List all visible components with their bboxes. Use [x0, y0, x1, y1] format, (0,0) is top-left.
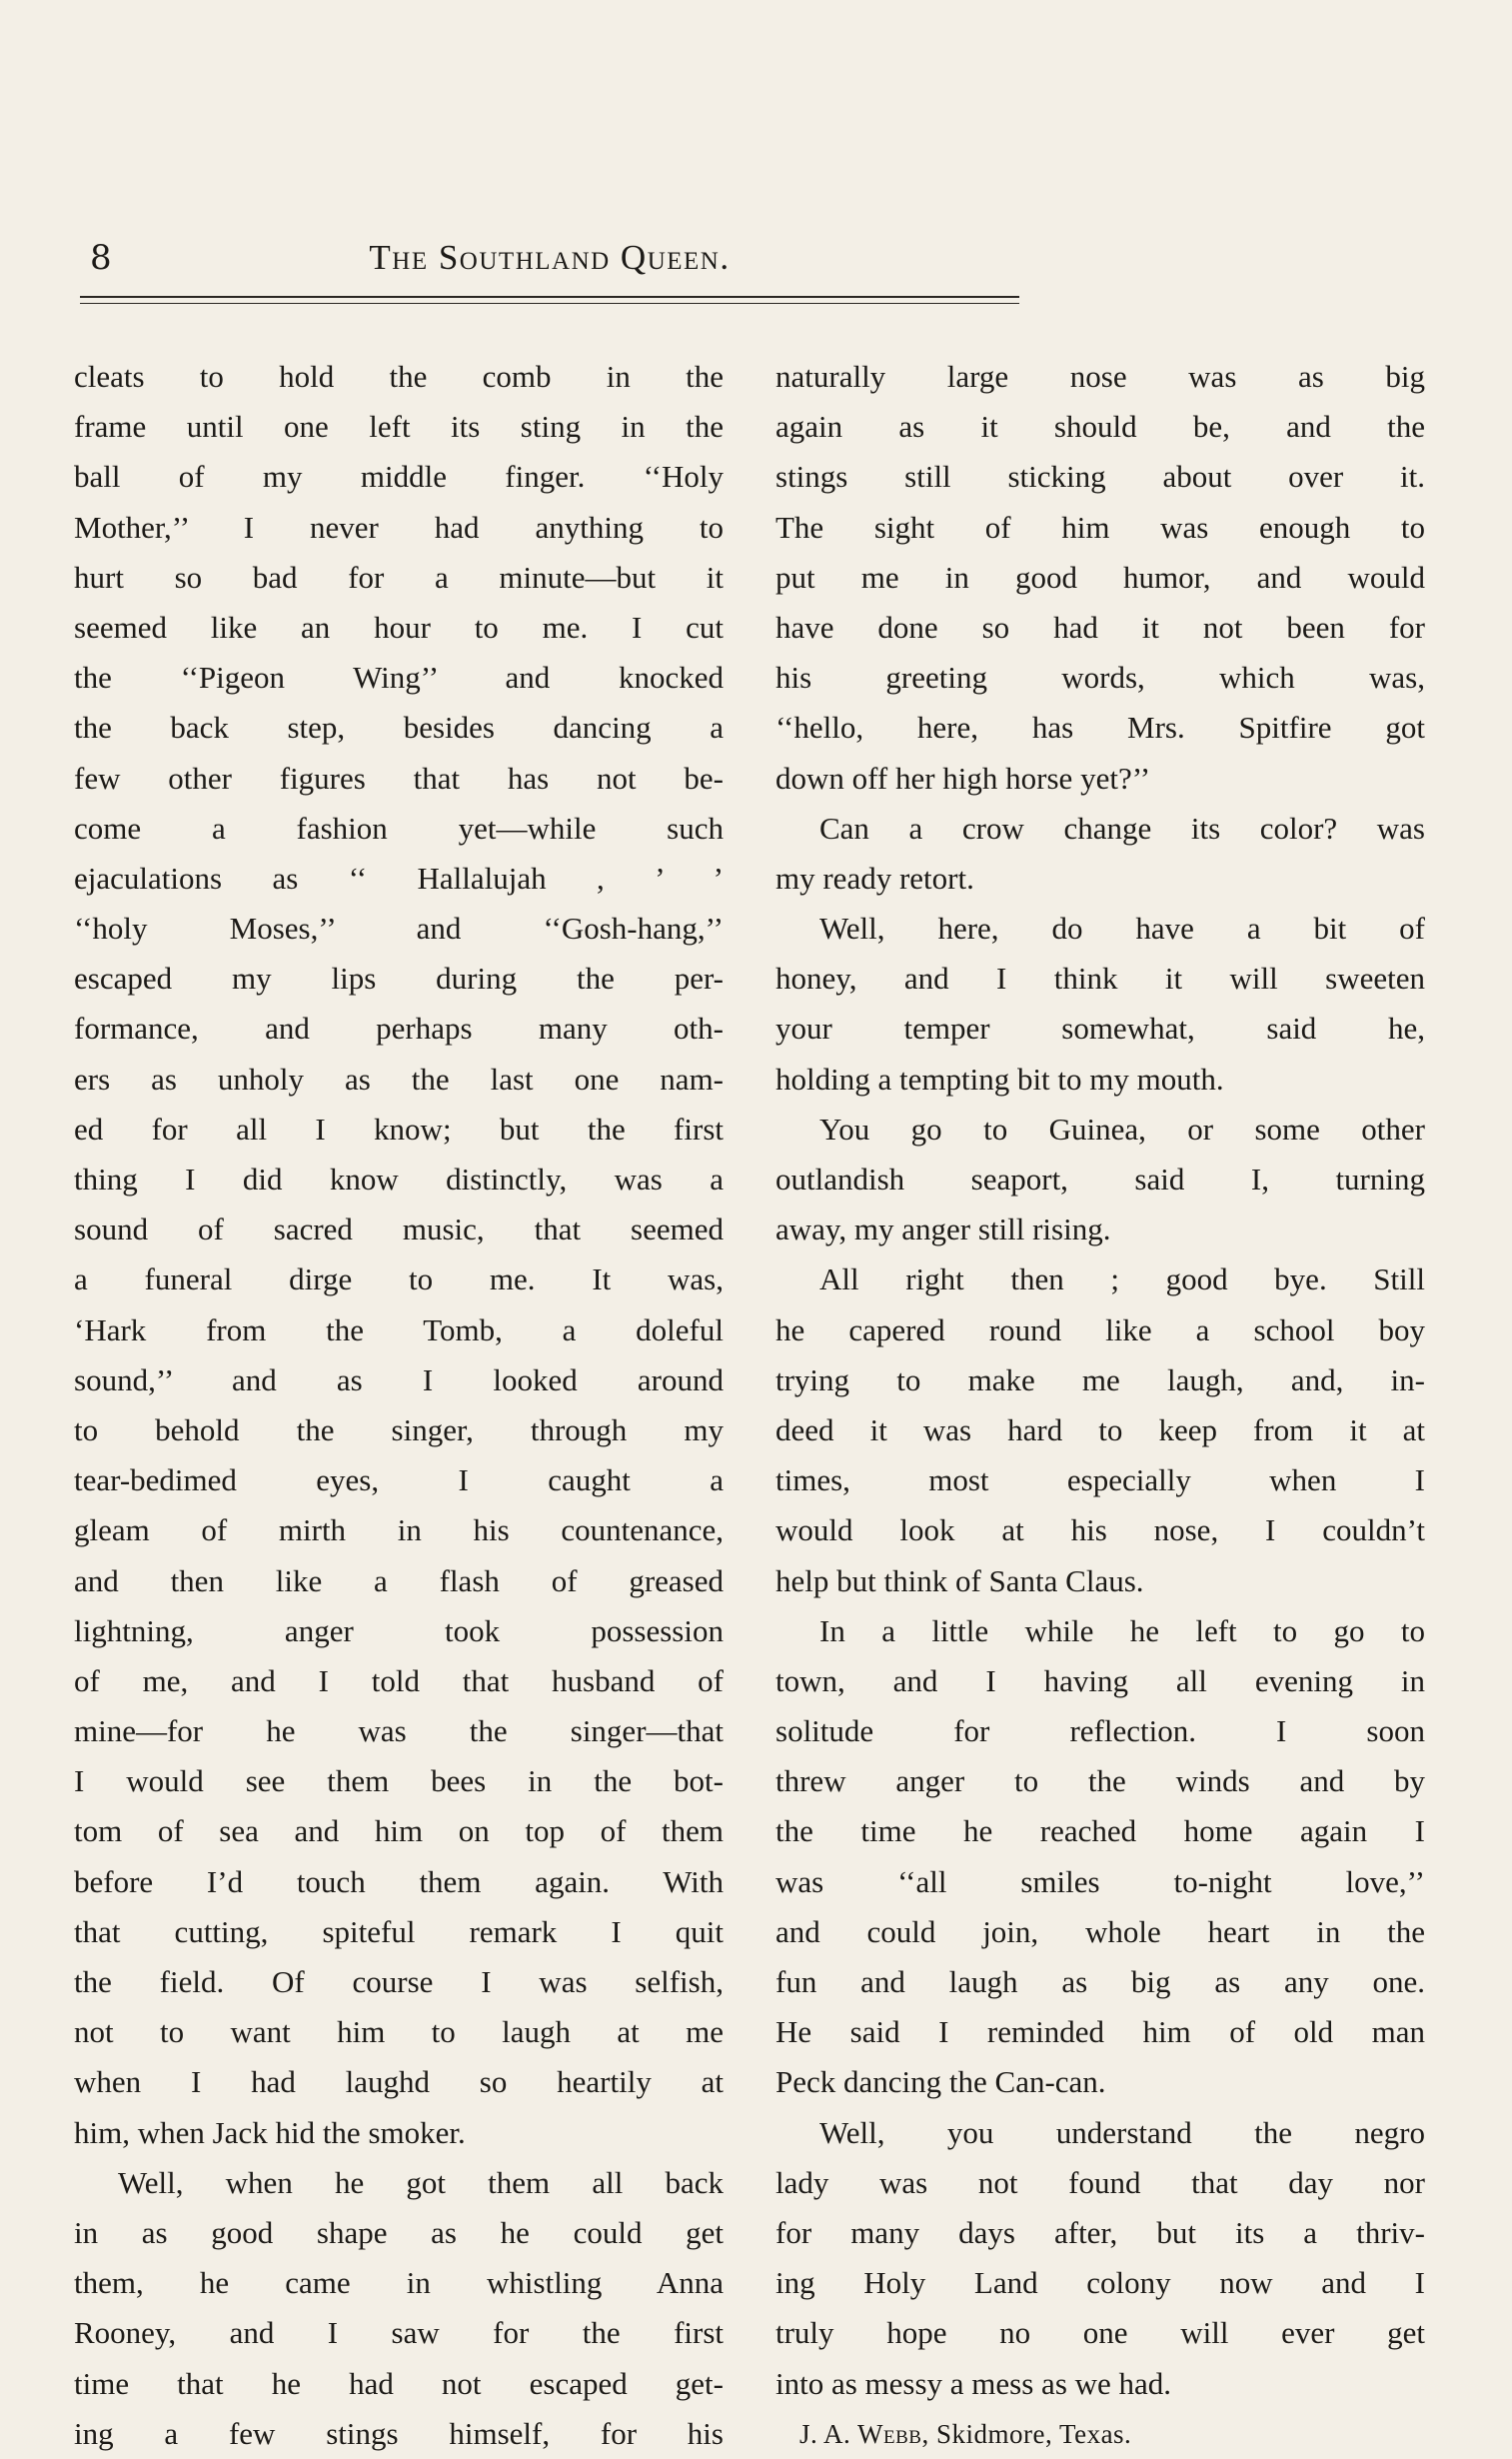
text-line: Well, here, do have a bit of	[819, 911, 1425, 947]
text-line: that cutting, spiteful remark I quit	[74, 1913, 724, 1949]
text-line: He said I reminded him of old man	[775, 2014, 1425, 2050]
text-line: your temper somewhat, said he,	[775, 1011, 1425, 1047]
text-line: again as it should be, and the	[775, 409, 1425, 445]
text-line: down off her high horse yet?’’	[775, 760, 1151, 796]
text-line: solitude for reflection. I soon	[775, 1713, 1425, 1749]
text-line: of me, and I told that husband of	[74, 1662, 724, 1698]
right-column	[775, 352, 1425, 2459]
text-line: holding a tempting bit to my mouth.	[775, 1061, 1224, 1097]
text-line: escaped my lips during the per-	[74, 961, 724, 997]
text-line: Rooney, and I saw for the first	[74, 2315, 724, 2351]
text-line: In a little while he left to go to	[819, 1612, 1425, 1648]
text-line: the ‘‘Pigeon Wing’’ and knocked	[74, 660, 724, 696]
header-rule-thick	[80, 296, 1019, 298]
text-line: for many days after, but its a thriv-	[775, 2214, 1425, 2250]
text-line: honey, and I think it will sweeten	[775, 961, 1425, 997]
text-line: have done so had it not been for	[775, 609, 1425, 645]
running-header	[80, 228, 1019, 288]
signature	[775, 2409, 1425, 2459]
text-line: I would see them bees in the bot-	[74, 1763, 724, 1799]
text-line: ed for all I know; but the first	[74, 1111, 724, 1147]
text-line: Mother,’’ I never had anything to	[74, 509, 724, 545]
text-line: and then like a flash of greased	[74, 1562, 724, 1598]
text-line: threw anger to the winds and by	[775, 1763, 1425, 1799]
text-line: gleam of mirth in his countenance,	[74, 1512, 724, 1548]
text-line: fun and laugh as big as any one.	[775, 1964, 1425, 1999]
text-line: sound,’’ and as I looked around	[74, 1361, 724, 1397]
text-line: deed it was hard to keep from it at	[775, 1411, 1425, 1447]
text-line: town, and I having all evening in	[775, 1662, 1425, 1698]
text-line: ejaculations as ‘‘ Hallalujah , ’ ’	[74, 860, 724, 896]
text-line: hurt so bad for a minute—but it	[74, 559, 724, 595]
text-line: and could join, whole heart in the	[775, 1913, 1425, 1949]
text-line: the time he reached home again I	[775, 1813, 1425, 1849]
text-line: mine—for he was the singer—that	[74, 1713, 724, 1749]
text-line: outlandish seaport, said I, turning	[775, 1162, 1425, 1197]
signature-place: Skidmore, Texas.	[935, 2418, 1132, 2449]
text-line: the back step, besides dancing a	[74, 710, 724, 746]
text-line: ers as unholy as the last one nam-	[74, 1061, 724, 1097]
text-line: in as good shape as he could get	[74, 2214, 724, 2250]
text-line: tear-bedimed eyes, I caught a	[74, 1462, 724, 1498]
text-line: would look at his nose, I couldn’t	[775, 1512, 1425, 1548]
text-line: All right then ; good bye. Still	[819, 1261, 1425, 1297]
text-line: lady was not found that day nor	[775, 2164, 1425, 2200]
text-line: stings still sticking about over it.	[775, 459, 1425, 495]
text-line: to behold the singer, through my	[74, 1411, 724, 1447]
text-line: thing I did know distinctly, was a	[74, 1162, 724, 1197]
text-line: into as messy a mess as we had.	[775, 2365, 1172, 2401]
running-title: The Southland Queen.	[369, 238, 731, 277]
signature-name: J. A. Webb,	[799, 2418, 929, 2449]
text-line: a funeral dirge to me. It was,	[74, 1261, 724, 1297]
text-line: time that he had not escaped get-	[74, 2365, 724, 2401]
text-line: Well, you understand the negro	[819, 2114, 1425, 2150]
text-line: ‘‘hello, here, has Mrs. Spitfire got	[775, 710, 1425, 746]
text-line: few other figures that has not be-	[74, 760, 724, 796]
text-line: seemed like an hour to me. I cut	[74, 609, 724, 645]
text-line: ‘‘holy Moses,’’ and ‘‘Gosh-hang,’’	[74, 911, 724, 947]
text-line: tom of sea and him on top of them	[74, 1813, 724, 1849]
text-line: lightning, anger took possession	[74, 1612, 724, 1648]
text-line: Peck dancing the Can-can.	[775, 2064, 1106, 2100]
text-line: was ‘‘all smiles to-night love,’’	[775, 1863, 1425, 1899]
text-line: ball of my middle finger. ‘‘Holy	[74, 459, 724, 495]
text-line: him, when Jack hid the smoker.	[74, 2114, 466, 2150]
text-line: the field. Of course I was selfish,	[74, 1964, 724, 1999]
text-line: ‘Hark from the Tomb, a doleful	[74, 1311, 724, 1347]
text-line: sound of sacred music, that seemed	[74, 1212, 724, 1247]
text-line: his greeting words, which was,	[775, 660, 1425, 696]
text-line: not to want him to laugh at me	[74, 2014, 724, 2050]
text-line: ing a few stings himself, for his	[74, 2415, 724, 2451]
text-line: put me in good humor, and would	[775, 559, 1425, 595]
page-number: 8	[90, 238, 112, 278]
text-line: ing Holy Land colony now and I	[775, 2265, 1425, 2301]
text-line: before I’d touch them again. With	[74, 1863, 724, 1899]
header-rule-thin	[80, 303, 1019, 304]
text-line: when I had laughd so heartily at	[74, 2064, 724, 2100]
text-line: he capered round like a school boy	[775, 1311, 1425, 1347]
text-line: them, he came in whistling Anna	[74, 2265, 724, 2301]
text-line: away, my anger still rising.	[775, 1212, 1111, 1247]
text-line: You go to Guinea, or some other	[819, 1111, 1425, 1147]
text-line: Can a crow change its color? was	[819, 810, 1425, 846]
text-line: times, most especially when I	[775, 1462, 1425, 1498]
left-column	[74, 352, 724, 2459]
text-line: trying to make me laugh, and, in-	[775, 1361, 1425, 1397]
text-line: my ready retort.	[775, 860, 974, 896]
text-line: help but think of Santa Claus.	[775, 1562, 1144, 1598]
text-line: Well, when he got them all back	[118, 2164, 724, 2200]
text-line: come a fashion yet—while such	[74, 810, 724, 846]
text-line: formance, and perhaps many oth-	[74, 1011, 724, 1047]
text-line: The sight of him was enough to	[775, 509, 1425, 545]
text-line: frame until one left its sting in the	[74, 409, 724, 445]
text-line: naturally large nose was as big	[775, 359, 1425, 394]
text-line: truly hope no one will ever get	[775, 2315, 1425, 2351]
text-line: cleats to hold the comb in the	[74, 359, 724, 394]
